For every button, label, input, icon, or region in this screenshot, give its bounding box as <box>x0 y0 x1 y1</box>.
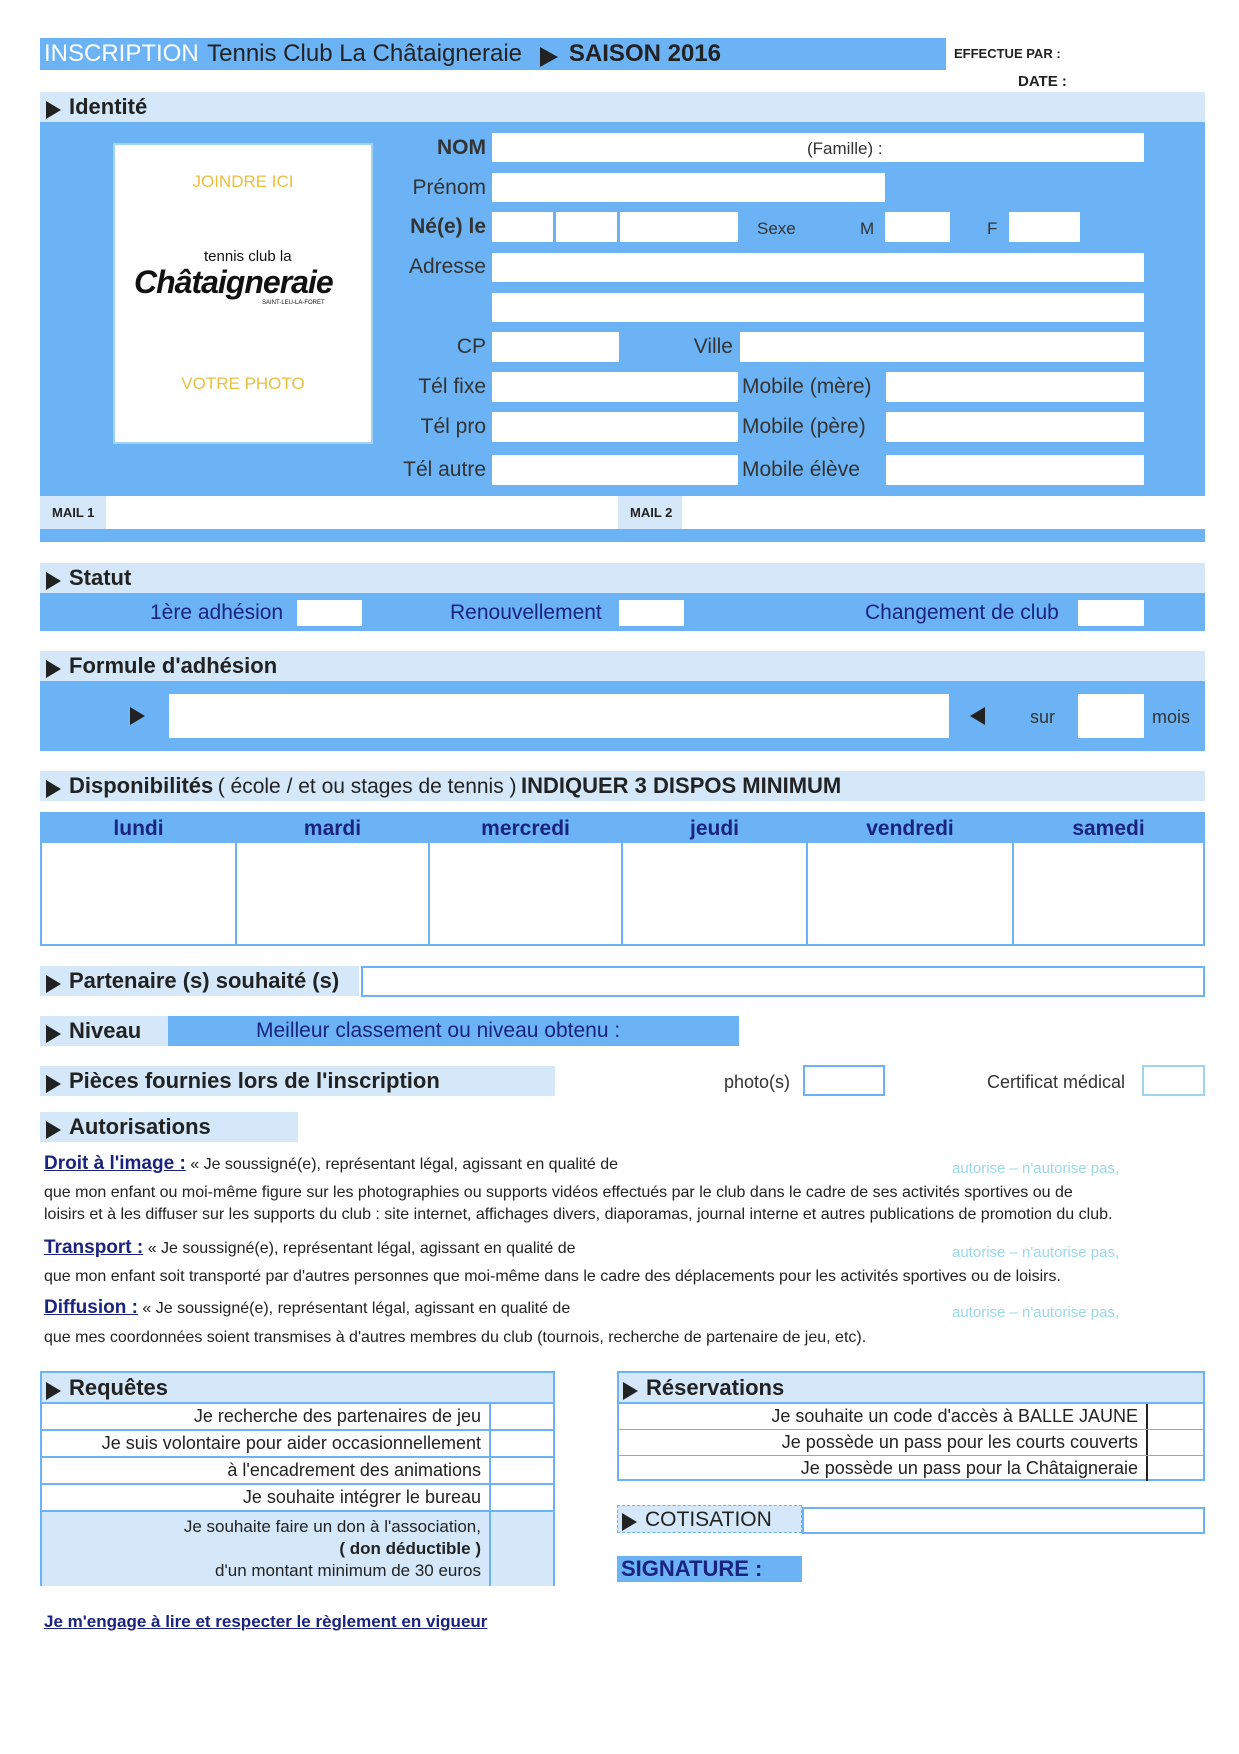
cotisation-field[interactable] <box>802 1507 1205 1534</box>
day-header: samedi <box>1014 814 1203 843</box>
reservation-checkbox[interactable] <box>1146 1430 1203 1455</box>
statut-first-checkbox[interactable] <box>297 600 362 626</box>
sexe-m-checkbox[interactable] <box>885 212 950 242</box>
dispo-table <box>40 812 1205 946</box>
day-header: mardi <box>237 814 428 843</box>
season: SAISON 2016 <box>568 40 721 67</box>
adresse-field-1[interactable] <box>492 253 1144 282</box>
logo-line3: SAINT-LEU-LA-FORET <box>262 300 325 306</box>
requetes-header <box>42 1373 553 1404</box>
dispo-title-normal: ( école / et ou stages de tennis ) <box>217 775 517 798</box>
image-line3: loisirs et à les diffuser sur les supports du club : site internet, affichages divers, diaporamas, journal interne et autres publications de promotion du club. <box>44 1206 1113 1223</box>
mail2-label: MAIL 2 <box>630 505 673 520</box>
autorisations-title: Autorisations <box>69 1114 211 1139</box>
partenaire-title: Partenaire (s) souhaité (s) <box>69 968 340 993</box>
formule-header <box>40 651 1205 681</box>
triangle-icon <box>46 1382 61 1400</box>
right-arrow-icon <box>130 707 145 725</box>
don-amount-field[interactable] <box>489 1512 553 1586</box>
image-line1 <box>44 1153 618 1175</box>
engagement-text: Je m'engage à lire et respecter le règlement en vigueur <box>44 1612 488 1631</box>
triangle-icon <box>46 1075 61 1093</box>
don-row <box>42 1512 553 1586</box>
reservation-row <box>619 1430 1203 1456</box>
mobile-mere-field[interactable] <box>886 372 1144 402</box>
triangle-icon <box>46 660 61 678</box>
statut-header <box>40 563 1205 593</box>
transport-head: Transport : <box>44 1237 144 1258</box>
statut-renew-label: Renouvellement <box>450 601 602 624</box>
triangle-icon <box>46 1025 61 1043</box>
nee-le-label: Né(e) le <box>410 215 486 238</box>
title-bar <box>40 38 946 70</box>
photo-checkbox[interactable] <box>803 1065 885 1096</box>
title-club: Tennis Club La Châtaigneraie <box>207 40 523 67</box>
club-logo <box>130 238 360 308</box>
dispo-col-samedi[interactable] <box>1014 814 1203 944</box>
photo-join-label: JOINDRE ICI <box>192 172 294 191</box>
transport-choice[interactable]: autorise – n'autorise pas, <box>952 1244 1120 1261</box>
reservations-title: Réservations <box>646 1375 785 1400</box>
reservation-label: Je souhaite un code d'accès à BALLE JAUNE <box>771 1406 1138 1426</box>
day-header: lundi <box>42 814 235 843</box>
title-prefix: INSCRIPTION <box>44 40 199 67</box>
requete-checkbox[interactable] <box>489 1485 553 1510</box>
sexe-label: Sexe <box>757 219 796 238</box>
diffusion-head: Diffusion : <box>44 1297 138 1318</box>
requete-label: Je souhaite intégrer le bureau <box>242 1487 481 1507</box>
certificat-checkbox[interactable] <box>1142 1065 1205 1096</box>
dispo-header <box>40 771 1205 801</box>
partenaire-field[interactable] <box>361 966 1205 997</box>
left-arrow-icon <box>970 707 985 725</box>
mail2-label-cell <box>618 496 682 529</box>
requete-row <box>42 1485 553 1512</box>
requetes-box <box>40 1371 555 1586</box>
mail1-label: MAIL 1 <box>52 505 95 520</box>
ville-field[interactable] <box>740 332 1144 362</box>
triangle-icon <box>623 1382 638 1400</box>
day-header: jeudi <box>623 814 806 843</box>
mail1-label-cell <box>40 496 106 529</box>
reservation-label: Je possède un pass pour la Châtaigneraie <box>800 1458 1138 1478</box>
tel-fixe-label: Tél fixe <box>418 375 486 398</box>
dispo-col-mercredi[interactable] <box>430 814 623 944</box>
identite-header <box>40 92 1205 122</box>
don-line2: ( don déductible ) <box>339 1539 481 1558</box>
requete-row <box>42 1404 553 1431</box>
certificat-label: Certificat médical <box>987 1072 1126 1092</box>
don-line1: Je souhaite faire un don à l'association, <box>183 1517 481 1536</box>
reservation-label: Je possède un pass pour les courts couverts <box>781 1432 1138 1452</box>
nom-label: NOM <box>437 136 486 159</box>
birth-year-field[interactable] <box>620 212 738 242</box>
triangle-icon <box>46 975 61 993</box>
signature-label <box>617 1556 802 1582</box>
signature-title: SIGNATURE : <box>621 1556 763 1581</box>
pieces-header <box>40 1066 555 1096</box>
triangle-icon <box>540 47 558 67</box>
mois-field[interactable] <box>1078 694 1144 738</box>
dispo-col-vendredi[interactable] <box>808 814 1014 944</box>
diffusion-choice[interactable]: autorise – n'autorise pas, <box>952 1304 1120 1321</box>
birth-month-field[interactable] <box>556 212 617 242</box>
reservations-box <box>617 1371 1205 1481</box>
triangle-icon <box>46 1121 61 1139</box>
dispo-col-lundi[interactable] <box>42 814 237 944</box>
dispo-col-mardi[interactable] <box>237 814 430 944</box>
mail2-field[interactable] <box>682 496 1205 529</box>
dispo-col-jeudi[interactable] <box>623 814 808 944</box>
formule-field[interactable] <box>169 694 949 738</box>
birth-day-field[interactable] <box>492 212 553 242</box>
reservation-checkbox[interactable] <box>1146 1456 1203 1481</box>
sexe-m-label: M <box>860 219 875 238</box>
image-head: Droit à l'image : <box>44 1153 186 1174</box>
adresse-label: Adresse <box>408 255 486 278</box>
dispo-title-bold: Disponibilités <box>69 773 214 798</box>
cp-field[interactable] <box>492 332 619 362</box>
tel-autre-label: Tél autre <box>403 458 486 481</box>
sexe-f-label: F <box>987 219 998 238</box>
transport-intro: « Je soussigné(e), représentant légal, agissant en qualité de <box>147 1240 576 1257</box>
tel-fixe-field[interactable] <box>492 372 738 402</box>
requete-checkbox[interactable] <box>489 1431 553 1456</box>
cotisation-header <box>617 1505 802 1533</box>
requete-label: à l'encadrement des animations <box>227 1460 481 1480</box>
requete-row <box>42 1458 553 1485</box>
reservations-header <box>619 1373 1203 1404</box>
requete-checkbox[interactable] <box>489 1404 553 1429</box>
cotisation-title: COTISATION <box>645 1508 772 1531</box>
mobile-pere-field[interactable] <box>886 412 1144 442</box>
don-text <box>42 1512 489 1586</box>
tel-autre-field[interactable] <box>492 455 738 485</box>
identite-bottom-strip <box>40 529 1205 542</box>
tel-pro-label: Tél pro <box>420 415 486 438</box>
day-header: vendredi <box>808 814 1012 843</box>
sexe-f-checkbox[interactable] <box>1009 212 1080 242</box>
dispo-title-caps: INDIQUER 3 DISPOS MINIMUM <box>521 773 842 798</box>
transport-line2: que mon enfant soit transporté par d'autres personnes que moi-même dans le cadre des déplacements pour les activités sportives ou de loisirs. <box>44 1268 1061 1285</box>
day-header: mercredi <box>430 814 621 843</box>
requete-row <box>42 1431 553 1458</box>
mobile-mere-label: Mobile (mère) <box>742 375 872 398</box>
mobile-eleve-field[interactable] <box>886 455 1144 485</box>
identite-title: Identité <box>69 94 148 119</box>
partenaire-header <box>40 966 359 996</box>
statut-title: Statut <box>69 565 132 590</box>
statut-change-checkbox[interactable] <box>1078 600 1144 626</box>
date-label: DATE : <box>1018 73 1067 90</box>
mail1-field[interactable] <box>106 496 618 529</box>
diffusion-line2: que mes coordonnées soient transmises à d'autres membres du club (tournois, recherche de partenaire de jeu, etc). <box>44 1329 867 1346</box>
formule-title: Formule d'adhésion <box>69 653 278 678</box>
requete-checkbox[interactable] <box>489 1458 553 1483</box>
mois-label: mois <box>1152 707 1191 727</box>
tel-pro-field[interactable] <box>492 412 738 442</box>
cp-label: CP <box>456 335 486 358</box>
pieces-title: Pièces fournies lors de l'inscription <box>69 1068 440 1093</box>
reservation-row <box>619 1404 1203 1430</box>
niveau-header <box>40 1016 168 1046</box>
don-line3: d'un montant minimum de 30 euros <box>215 1561 481 1580</box>
niveau-placeholder: Meilleur classement ou niveau obtenu : <box>256 1019 621 1042</box>
reservation-row <box>619 1456 1203 1481</box>
photo-your-label: VOTRE PHOTO <box>181 374 305 393</box>
image-choice[interactable]: autorise – n'autorise pas, <box>952 1160 1120 1177</box>
prenom-label: Prénom <box>412 176 486 199</box>
prenom-field[interactable] <box>492 173 885 202</box>
effectue-par-label: EFFECTUE PAR : <box>954 46 1061 61</box>
logo-line1: tennis club la <box>204 248 292 265</box>
mobile-eleve-label: Mobile élève <box>742 458 860 481</box>
triangle-icon <box>46 572 61 590</box>
statut-first-label: 1ère adhésion <box>150 601 284 624</box>
famille-label: (Famille) : <box>807 139 883 158</box>
diffusion-intro: « Je soussigné(e), représentant légal, agissant en qualité de <box>142 1300 571 1317</box>
mobile-pere-label: Mobile (père) <box>742 415 866 438</box>
transport-line1 <box>44 1237 576 1259</box>
triangle-icon <box>622 1513 637 1531</box>
requetes-title: Requêtes <box>69 1375 169 1400</box>
image-intro: « Je soussigné(e), représentant légal, agissant en qualité de <box>190 1156 619 1173</box>
image-line2: que mon enfant ou moi-même figure sur les photographies ou supports vidéos effectués par le club dans le cadre de ses activités sportives ou de <box>44 1184 1073 1201</box>
diffusion-line1 <box>44 1297 570 1319</box>
niveau-title: Niveau <box>69 1018 142 1043</box>
requete-label: Je suis volontaire pour aider occasionnellement <box>101 1433 481 1453</box>
niveau-field[interactable] <box>168 1016 739 1046</box>
autorisations-header <box>40 1112 298 1142</box>
statut-change-label: Changement de club <box>865 601 1059 624</box>
statut-renew-checkbox[interactable] <box>619 600 684 626</box>
triangle-icon <box>46 101 61 119</box>
ville-label: Ville <box>693 335 733 358</box>
adresse-field-2[interactable] <box>492 293 1144 322</box>
reservation-checkbox[interactable] <box>1146 1404 1203 1429</box>
logo-line2: Châtaigneraie <box>134 264 333 300</box>
triangle-icon <box>46 780 61 798</box>
photo-label: photo(s) <box>724 1072 791 1092</box>
sur-label: sur <box>1030 707 1056 727</box>
requete-label: Je recherche des partenaires de jeu <box>193 1406 481 1426</box>
